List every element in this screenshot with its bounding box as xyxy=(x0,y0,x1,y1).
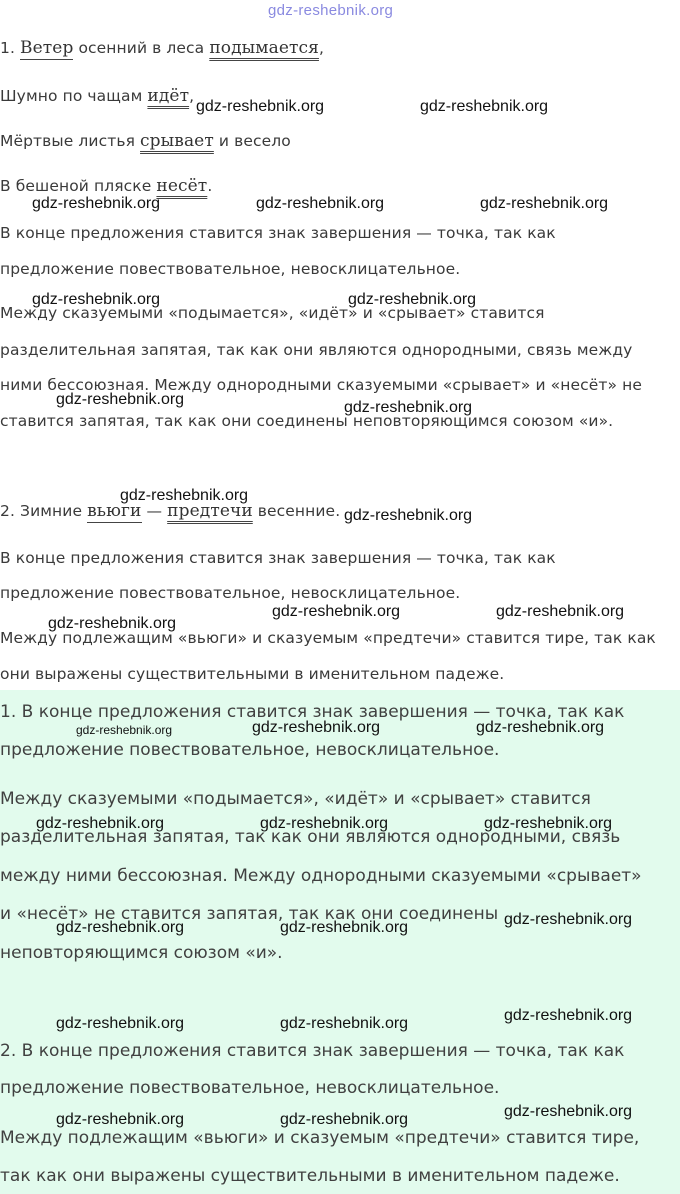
explanation-line: разделительная запятая, так как они являются однородными, связь между xyxy=(0,341,633,359)
explanation-line: они выражены существительными в именительном падеже. xyxy=(0,665,505,683)
subject-word: вьюги xyxy=(87,501,142,521)
poem-line-4: В бешеной пляске несёт. xyxy=(0,176,213,196)
predicate-word: срывает xyxy=(140,131,214,151)
watermark: gdz-reshebnik.org xyxy=(32,291,161,308)
watermark: gdz-reshebnik.org xyxy=(344,399,473,416)
explanation-line: В конце предложения ставится знак завершения — точка, так как xyxy=(0,549,556,567)
watermark: gdz-reshebnik.org xyxy=(48,615,177,632)
watermark: gdz-reshebnik.org xyxy=(280,1015,409,1032)
watermark: gdz-reshebnik.org xyxy=(504,911,633,928)
watermark: gdz-reshebnik.org xyxy=(56,1111,185,1128)
watermark: gdz-reshebnik.org xyxy=(280,1111,409,1128)
explanation-line: предложение повествовательное, невосклицательное. xyxy=(0,260,461,278)
watermark: gdz-reshebnik.org xyxy=(504,1007,633,1024)
watermark: gdz-reshebnik.org xyxy=(480,195,609,212)
explanation-line: Между сказуемыми «подымается», «идёт» и «срывает» ставится xyxy=(0,304,545,322)
watermark: gdz-reshebnik.org xyxy=(280,919,409,936)
watermark: gdz-reshebnik.org xyxy=(504,1103,633,1120)
explanation-line: предложение повествовательное, невосклицательное. xyxy=(0,584,461,602)
watermark: gdz-reshebnik.org xyxy=(56,1015,185,1032)
watermark: gdz-reshebnik.org xyxy=(196,98,325,115)
explanation-line: ставится запятая, так как они соединены неповторяющимся союзом «и». xyxy=(0,412,614,430)
watermark: gdz-reshebnik.org xyxy=(56,391,185,408)
explanation-line: ними бессоюзная. Между однородными сказуемыми «срывает» и «несёт» не xyxy=(0,376,643,394)
watermark: gdz-reshebnik.org xyxy=(32,195,161,212)
explanation-line: Между подлежащим «вьюги» и сказуемым «предтечи» ставится тире, так как xyxy=(0,629,656,647)
poem-line-3: Мёртвые листья срывает и весело xyxy=(0,131,291,151)
answer-line: так как они выражены существительными в именительном падеже. xyxy=(0,1166,620,1186)
poem-line-1: 1. Ветер осенний в леса подымается, xyxy=(0,38,324,58)
answer-line: Между подлежащим «вьюги» и сказуемым «предтечи» ставится тире, xyxy=(0,1128,640,1148)
predicate-word: несёт xyxy=(156,176,208,196)
answer-line: 2. В конце предложения ставится знак завершения — точка, так как xyxy=(0,1041,625,1061)
watermark: gdz-reshebnik.org xyxy=(36,815,165,832)
explanation-line: В конце предложения ставится знак завершения — точка, так как xyxy=(0,224,556,242)
watermark: gdz-reshebnik.org xyxy=(420,98,549,115)
watermark: gdz-reshebnik.org xyxy=(476,719,605,736)
predicate-word: подымается xyxy=(209,38,319,58)
subject-word: Ветер xyxy=(20,38,74,58)
watermark: gdz-reshebnik.org xyxy=(272,603,401,620)
watermark: gdz-reshebnik.org xyxy=(120,487,249,504)
answer-line: разделительная запятая, так как они являются однородными, связь xyxy=(0,827,621,847)
watermark: gdz-reshebnik.org xyxy=(76,723,173,737)
answer-line: Между сказуемыми «подымается», «идёт» и «срывает» ставится xyxy=(0,789,591,809)
poem-line-2: Шумно по чащам идёт, xyxy=(0,86,195,106)
watermark: gdz-reshebnik.org xyxy=(56,919,185,936)
watermark: gdz-reshebnik.org xyxy=(344,507,473,524)
watermark: gdz-reshebnik.org xyxy=(496,603,625,620)
answer-line: между ними бессоюзная. Между однородными сказуемыми «срывает» xyxy=(0,866,642,886)
header-watermark: gdz-reshebnik.org xyxy=(268,2,394,19)
answer-line: 1. В конце предложения ставится знак завершения — точка, так как xyxy=(0,702,625,722)
watermark: gdz-reshebnik.org xyxy=(256,195,385,212)
watermark: gdz-reshebnik.org xyxy=(484,815,613,832)
watermark: gdz-reshebnik.org xyxy=(260,815,389,832)
predicate-word: предтечи xyxy=(167,501,253,521)
answer-line: и «несёт» не ставится запятая, так как они соединены xyxy=(0,904,499,924)
sentence-2: 2. Зимние вьюги — предтечи весенние. xyxy=(0,501,341,521)
answer-line: предложение повествовательное, невосклицательное. xyxy=(0,740,500,760)
watermark: gdz-reshebnik.org xyxy=(348,291,477,308)
answer-line: предложение повествовательное, невосклицательное. xyxy=(0,1078,500,1098)
answer-line: неповторяющимся союзом «и». xyxy=(0,943,283,963)
predicate-word: идёт xyxy=(147,86,190,106)
watermark: gdz-reshebnik.org xyxy=(252,719,381,736)
